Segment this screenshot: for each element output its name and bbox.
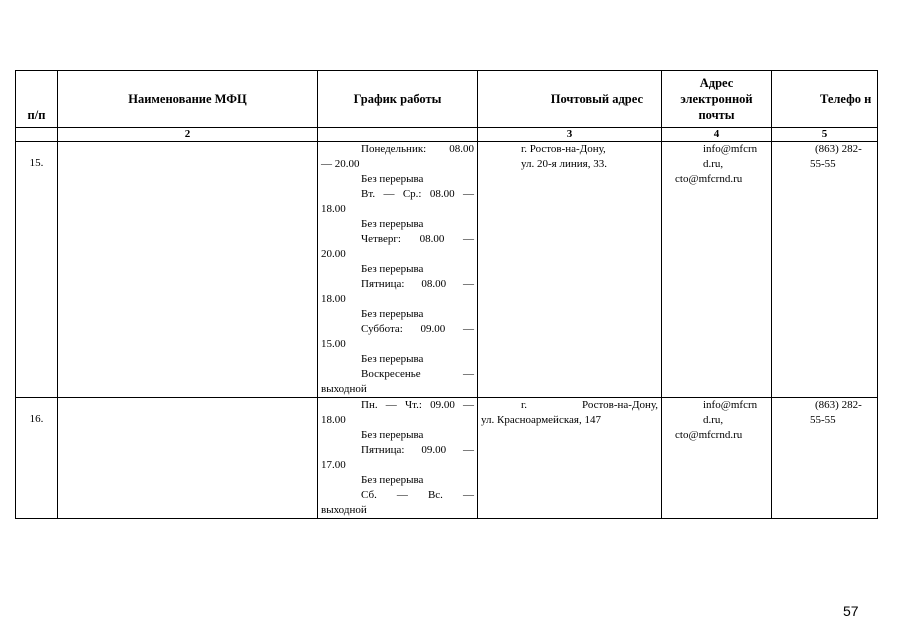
- schedule-line: выходной: [321, 504, 367, 516]
- phone-line: 55-55: [810, 414, 836, 426]
- row-schedule: [318, 398, 478, 519]
- schedule-line: Без перерыва: [361, 429, 424, 441]
- row-name: [58, 398, 318, 519]
- address-line: ул. Красноармейская, 147: [481, 414, 601, 426]
- schedule-line: Без перерыва: [361, 218, 424, 230]
- schedule-line: Без перерыва: [361, 474, 424, 486]
- email-line: info@mfcrn: [703, 399, 758, 411]
- row-address: [478, 142, 662, 398]
- schedule-line: Пятница: 08.00 —: [361, 278, 474, 290]
- schedule-line: Без перерыва: [361, 263, 424, 275]
- schedule-line: Вт. — Ср.: 08.00 —: [361, 188, 474, 200]
- email-line: cto@mfcrnd.ru: [675, 173, 743, 185]
- schedule-line: 20.00: [321, 248, 346, 260]
- email-line: d.ru,: [703, 158, 724, 170]
- page-number: 57: [843, 603, 859, 619]
- phone-line: (863) 282-: [815, 143, 862, 155]
- schedule-line: Без перерыва: [361, 308, 424, 320]
- schedule-line: Сб. — Вс. —: [361, 489, 474, 501]
- table-row: [16, 142, 878, 398]
- schedule-line: Пн. — Чт.: 09.00 —: [361, 399, 474, 411]
- schedule-line: 18.00: [321, 203, 346, 215]
- schedule-line: Без перерыва: [361, 173, 424, 185]
- header-address: Почтовый адрес: [478, 71, 662, 128]
- row-email: [662, 398, 772, 519]
- header-num: п/п: [16, 71, 58, 128]
- row-address: [478, 398, 662, 519]
- email-line: d.ru,: [703, 414, 724, 426]
- phone-line: 55-55: [810, 158, 836, 170]
- colnum-3: [318, 128, 478, 142]
- schedule-line: 17.00: [321, 459, 346, 471]
- email-line: cto@mfcrnd.ru: [675, 429, 743, 441]
- schedule-line: Без перерыва: [361, 353, 424, 365]
- header-name: Наименование МФЦ: [58, 71, 318, 128]
- colnum-6: 5: [772, 128, 878, 142]
- row-num: 16.: [16, 398, 58, 519]
- table-row: [16, 398, 878, 519]
- schedule-line: Пятница: 09.00 —: [361, 444, 474, 456]
- schedule-line: Понедельник: 08.00: [361, 143, 474, 155]
- address-line: г. Ростов-на-Дону,: [521, 143, 606, 155]
- header-email: Адрес электронной почты: [662, 71, 772, 128]
- row-phone: [772, 398, 878, 519]
- schedule-line: Суббота: 09.00 —: [361, 323, 474, 335]
- schedule-line: — 20.00: [321, 158, 360, 170]
- colnum-5: 4: [662, 128, 772, 142]
- schedule-line: выходной: [321, 383, 367, 395]
- row-name: [58, 142, 318, 398]
- header-row: [16, 71, 878, 128]
- schedule-line: Четверг: 08.00 —: [361, 233, 474, 245]
- mfc-table: [15, 70, 878, 519]
- schedule-line: 15.00: [321, 338, 346, 350]
- address-line: г. Ростов-на-Дону,: [521, 399, 658, 411]
- header-phone: Телефо н: [772, 71, 878, 128]
- schedule-line: Воскресенье —: [361, 368, 474, 380]
- schedule-line: 18.00: [321, 414, 346, 426]
- colnum-4: 3: [478, 128, 662, 142]
- colnum-1: [16, 128, 58, 142]
- column-number-row: [16, 128, 878, 142]
- schedule-line: 18.00: [321, 293, 346, 305]
- colnum-2: 2: [58, 128, 318, 142]
- row-phone: [772, 142, 878, 398]
- row-num: 15.: [16, 142, 58, 398]
- row-schedule: [318, 142, 478, 398]
- address-line: ул. 20-я линия, 33.: [521, 158, 607, 170]
- email-line: info@mfcrn: [703, 143, 758, 155]
- row-email: [662, 142, 772, 398]
- header-schedule: График работы: [318, 71, 478, 128]
- phone-line: (863) 282-: [815, 399, 862, 411]
